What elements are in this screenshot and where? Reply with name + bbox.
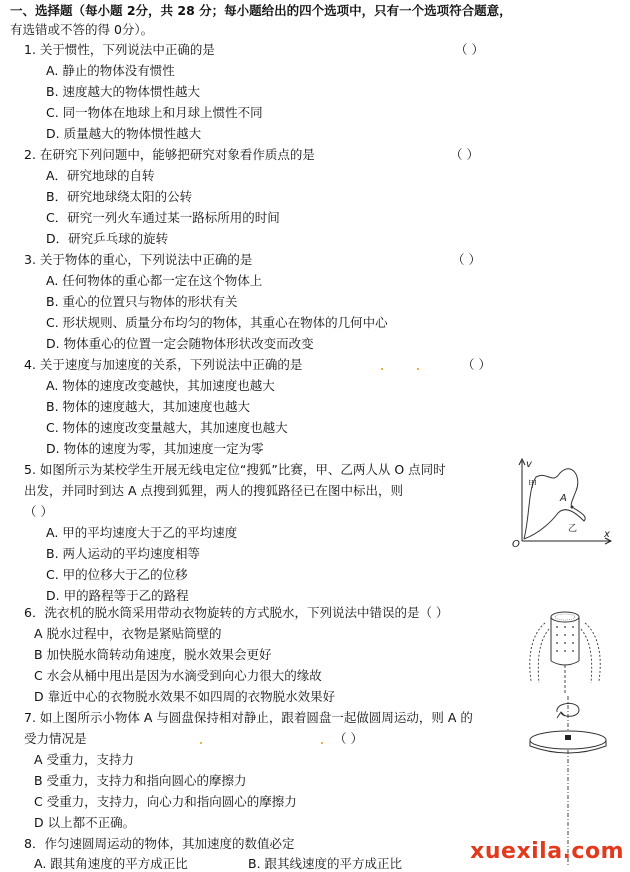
question-1-stem: 1. 关于惯性，下列说法中正确的是 <box>24 42 215 57</box>
question-7-answer-blank: （ ） <box>334 731 363 746</box>
question-5-option-a: A. 甲的平均速度大于乙的平均速度 <box>46 525 238 540</box>
question-3-option-d: D. 物体重心的位置一定会随物体形状改变而改变 <box>46 336 314 351</box>
question-4-option-d: D. 物体的速度为零，其加速度一定为零 <box>46 441 264 456</box>
speck-mark <box>417 368 419 370</box>
question-5-answer-blank: （ ） <box>24 504 53 519</box>
question-1-option-c: C. 同一物体在地球上和月球上惯性不同 <box>46 105 263 120</box>
object-a-block <box>565 735 571 740</box>
question-3-option-c: C. 形状规则、质量分布均匀的物体，其重心在物体的几何中心 <box>46 315 388 330</box>
question-5-path-figure <box>510 455 615 547</box>
question-4-option-b: B. 物体的速度越大，其加速度也越大 <box>46 399 251 414</box>
question-7-option-a: A 受重力，支持力 <box>34 752 135 767</box>
speck-mark <box>200 742 202 744</box>
question-4-option-c: C. 物体的速度改变量越大，其加速度也越大 <box>46 420 288 435</box>
question-1-option-a: A. 静止的物体没有惯性 <box>46 63 175 78</box>
label-x: x <box>604 529 610 540</box>
question-8-option-b: B. 跟其线速度的平方成正比 <box>248 856 403 871</box>
question-3-option-a: A. 任何物体的重心都一定在这个物体上 <box>46 273 263 288</box>
question-6-stem: 6．洗衣机的脱水筒采用带动衣物旋转的方式脱水，下列说法中错误的是（ ） <box>24 605 449 620</box>
question-3-answer-blank: （ ） <box>452 252 481 267</box>
question-5-stem-line1: 5. 如图所示为某校学生开展无线电定位“搜狐”比赛，甲、乙两人从 O 点同时 <box>24 462 446 477</box>
question-2-option-b: B．研究地球绕太阳的公转 <box>46 189 193 204</box>
question-7-option-d: D 以上都不正确。 <box>34 815 136 830</box>
question-4-option-a: A. 物体的速度改变越快，其加速度也越大 <box>46 378 275 393</box>
site-watermark: xuexila.com <box>470 839 624 864</box>
label-jia: 甲 <box>528 480 538 490</box>
question-3-stem: 3. 关于物体的重心，下列说法中正确的是 <box>24 252 253 267</box>
spin-drum-figure <box>515 603 615 695</box>
question-2-option-c: C．研究一列火车通过某一路标所用的时间 <box>46 210 280 225</box>
question-5-stem-line2: 出发，并同时到达 A 点搜到狐狸，两人的搜狐路径已在图中标出，则 <box>24 483 403 498</box>
question-4-stem: 4. 关于速度与加速度的关系，下列说法中正确的是 <box>24 357 303 372</box>
path-yi <box>524 507 585 539</box>
question-3-option-b: B. 重心的位置只与物体的形状有关 <box>46 294 238 309</box>
question-7-stem-line2: 受力情况是 <box>24 731 87 746</box>
question-6-option-a: A 脱水过程中，衣物是紧贴筒壁的 <box>34 626 222 641</box>
section-title-line2: 有选错或不答的得 0分）。 <box>10 22 154 37</box>
label-v: v <box>526 459 532 470</box>
question-2-answer-blank: （ ） <box>450 147 479 162</box>
question-6-option-c: C 水会从桶中甩出是因为水滴受到向心力很大的缘故 <box>34 668 322 683</box>
question-8-stem: 8．作匀速圆周运动的物体，其加速度的数值必定 <box>24 836 295 851</box>
section-title-line1: 一、选择题（每小题 2分，共 28 分；每小题给出的四个选项中，只有一个选项符合题意， <box>10 3 512 18</box>
question-1-answer-blank: （ ） <box>455 42 484 57</box>
question-7-stem-line1: 7. 如上图所示小物体 A 与圆盘保持相对静止，跟着圆盘一起做圆周运动，则 A 的 <box>24 710 473 725</box>
question-5-option-c: C. 甲的位移大于乙的位移 <box>46 567 188 582</box>
point-a <box>571 506 574 509</box>
question-7-option-b: B 受重力，支持力和指向圆心的摩擦力 <box>34 773 247 788</box>
question-1-option-b: B. 速度越大的物体惯性越大 <box>46 84 201 99</box>
question-1-option-d: D. 质量越大的物体惯性越大 <box>46 126 202 141</box>
question-7-option-c: C 受重力，支持力，向心力和指向圆心的摩擦力 <box>34 794 297 809</box>
question-6-option-d: D 靠近中心的衣物脱水效果不如四周的衣物脱水效果好 <box>34 689 336 704</box>
question-2-stem: 2. 在研究下列问题中，能够把研究对象看作质点的是 <box>24 147 315 162</box>
question-4-answer-blank: （ ） <box>462 357 491 372</box>
question-5-option-d: D. 甲的路程等于乙的路程 <box>46 588 189 603</box>
drum-holes <box>556 626 574 652</box>
question-8-option-a: A. 跟其角速度的平方成正比 <box>34 856 188 871</box>
label-yi: 乙 <box>568 524 578 534</box>
speck-mark <box>321 742 323 744</box>
label-a: A <box>560 493 567 504</box>
label-o: O <box>512 539 520 547</box>
question-2-option-a: A．研究地球的自转 <box>46 168 155 183</box>
question-6-option-b: B 加快脱水筒转动角速度，脱水效果会更好 <box>34 647 272 662</box>
question-5-option-b: B. 两人运动的平均速度相等 <box>46 546 201 561</box>
question-2-option-d: D．研究乒乓球的旋转 <box>46 231 169 246</box>
speck-mark <box>381 368 383 370</box>
